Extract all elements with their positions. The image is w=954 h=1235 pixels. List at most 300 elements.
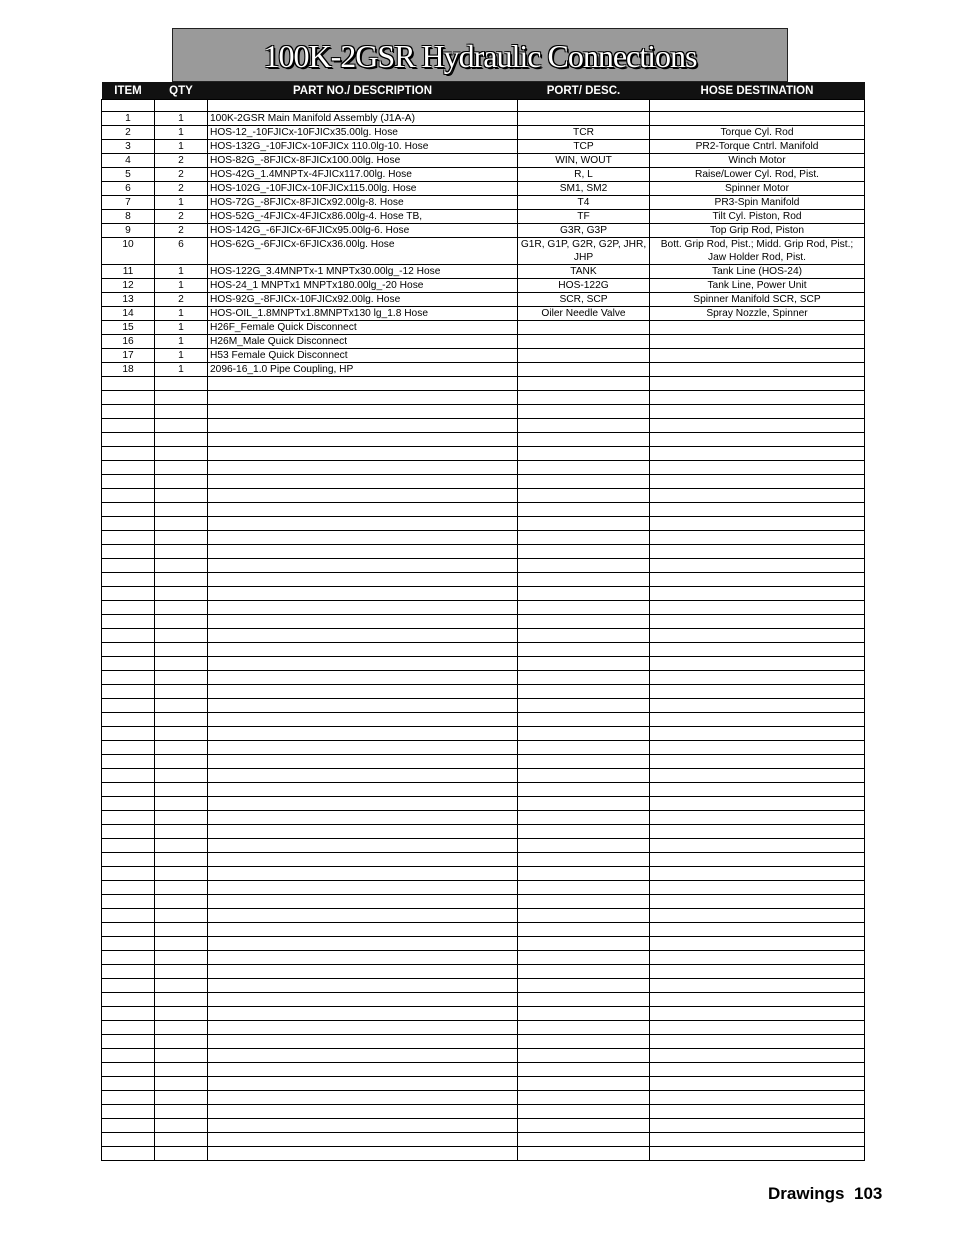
empty-table-row	[102, 503, 865, 517]
port-cell: TCR	[518, 126, 650, 140]
item-cell: 14	[102, 307, 155, 321]
empty-cell	[650, 545, 865, 559]
description-cell: HOS-42G_1.4MNPTx-4FJICx117.00lg. Hose	[208, 168, 518, 182]
empty-cell	[155, 685, 208, 699]
destination-cell: Winch Motor	[650, 154, 865, 168]
empty-cell	[102, 559, 155, 573]
empty-cell	[650, 503, 865, 517]
port-cell: Oiler Needle Valve	[518, 307, 650, 321]
description-cell: H26M_Male Quick Disconnect	[208, 335, 518, 349]
empty-table-row	[102, 391, 865, 405]
empty-cell	[650, 825, 865, 839]
empty-cell	[650, 979, 865, 993]
table-row	[102, 210, 865, 224]
destination-cell: Torque Cyl. Rod	[650, 126, 865, 140]
empty-cell	[650, 951, 865, 965]
empty-table-row	[102, 1049, 865, 1063]
empty-cell	[650, 531, 865, 545]
empty-cell	[518, 769, 650, 783]
empty-cell	[155, 657, 208, 671]
description-cell: HOS-72G_-8FJICx-8FJICx92.00lg-8. Hose	[208, 196, 518, 210]
empty-cell	[650, 727, 865, 741]
empty-table-row	[102, 1021, 865, 1035]
empty-cell	[155, 545, 208, 559]
empty-cell	[155, 727, 208, 741]
empty-cell	[518, 993, 650, 1007]
empty-table-row	[102, 1147, 865, 1161]
empty-cell	[155, 923, 208, 937]
page-title: 100K-2GSR Hydraulic Connections	[263, 38, 697, 74]
destination-cell	[650, 349, 865, 363]
empty-cell	[155, 769, 208, 783]
empty-table-row	[102, 741, 865, 755]
empty-cell	[102, 1063, 155, 1077]
item-cell: 5	[102, 168, 155, 182]
empty-cell	[650, 517, 865, 531]
empty-table-row	[102, 531, 865, 545]
destination-cell: PR3-Spin Manifold	[650, 196, 865, 210]
empty-cell	[208, 937, 518, 951]
empty-cell	[155, 503, 208, 517]
empty-cell	[208, 1077, 518, 1091]
empty-cell	[208, 811, 518, 825]
item-cell: 15	[102, 321, 155, 335]
page-footer	[768, 1184, 882, 1204]
empty-cell	[208, 1021, 518, 1035]
empty-cell	[518, 573, 650, 587]
empty-cell	[208, 1007, 518, 1021]
empty-cell	[650, 601, 865, 615]
empty-cell	[208, 657, 518, 671]
empty-cell	[208, 1035, 518, 1049]
empty-cell	[155, 979, 208, 993]
empty-cell	[155, 1105, 208, 1119]
table-row	[102, 307, 865, 321]
empty-table-row	[102, 951, 865, 965]
empty-cell	[155, 1049, 208, 1063]
empty-cell	[650, 629, 865, 643]
empty-cell	[518, 503, 650, 517]
empty-cell	[208, 755, 518, 769]
empty-table-row	[102, 853, 865, 867]
empty-cell	[155, 1091, 208, 1105]
empty-cell	[650, 1119, 865, 1133]
empty-cell	[518, 881, 650, 895]
description-cell: HOS-122G_3.4MNPTx-1 MNPTx30.00lg_-12 Hose	[208, 265, 518, 279]
item-cell: 8	[102, 210, 155, 224]
empty-cell	[155, 419, 208, 433]
empty-table-row	[102, 601, 865, 615]
empty-cell	[155, 965, 208, 979]
empty-cell	[650, 1063, 865, 1077]
empty-cell	[102, 755, 155, 769]
empty-cell	[518, 1105, 650, 1119]
item-cell: 1	[102, 112, 155, 126]
empty-cell	[650, 993, 865, 1007]
empty-cell	[650, 1105, 865, 1119]
table-row	[102, 349, 865, 363]
empty-table-row	[102, 769, 865, 783]
port-cell: T4	[518, 196, 650, 210]
empty-cell	[102, 741, 155, 755]
port-cell: TCP	[518, 140, 650, 154]
empty-cell	[208, 559, 518, 573]
empty-cell	[155, 881, 208, 895]
qty-cell: 1	[155, 265, 208, 279]
qty-cell: 1	[155, 307, 208, 321]
port-cell: SM1, SM2	[518, 182, 650, 196]
empty-table-row	[102, 1119, 865, 1133]
empty-cell	[208, 867, 518, 881]
empty-table-row	[102, 909, 865, 923]
description-cell: HOS-132G_-10FJICx-10FJICx 110.0lg-10. Hose	[208, 140, 518, 154]
empty-cell	[518, 1063, 650, 1077]
page-number: 103	[853, 1184, 883, 1203]
table-row	[102, 363, 865, 377]
qty-cell: 2	[155, 182, 208, 196]
empty-cell	[102, 811, 155, 825]
empty-cell	[518, 909, 650, 923]
empty-cell	[518, 1091, 650, 1105]
empty-cell	[518, 1133, 650, 1147]
empty-cell	[155, 895, 208, 909]
empty-cell	[102, 909, 155, 923]
empty-table-row	[102, 447, 865, 461]
empty-cell	[518, 531, 650, 545]
empty-cell	[518, 923, 650, 937]
port-cell: WIN, WOUT	[518, 154, 650, 168]
item-cell: 4	[102, 154, 155, 168]
empty-table-row	[102, 923, 865, 937]
description-cell: H53 Female Quick Disconnect	[208, 349, 518, 363]
destination-cell	[650, 363, 865, 377]
empty-cell	[102, 657, 155, 671]
empty-cell	[155, 755, 208, 769]
empty-cell	[518, 377, 650, 391]
empty-cell	[208, 923, 518, 937]
empty-cell	[208, 783, 518, 797]
empty-table-row	[102, 993, 865, 1007]
item-cell: 18	[102, 363, 155, 377]
destination-cell: Tank Line, Power Unit	[650, 279, 865, 293]
empty-cell	[102, 1147, 155, 1161]
empty-cell	[650, 923, 865, 937]
destination-cell: PR2-Torque Cntrl. Manifold	[650, 140, 865, 154]
hydraulic-connections-table	[101, 82, 865, 1161]
description-cell: HOS-142G_-6FJICx-6FJICx95.00lg-6. Hose	[208, 224, 518, 238]
empty-cell	[518, 545, 650, 559]
empty-cell	[155, 1119, 208, 1133]
empty-cell	[650, 1133, 865, 1147]
empty-table-row	[102, 419, 865, 433]
item-cell: 7	[102, 196, 155, 210]
empty-cell	[208, 1147, 518, 1161]
table-row	[102, 168, 865, 182]
empty-table-row	[102, 629, 865, 643]
empty-cell	[650, 447, 865, 461]
empty-cell	[650, 937, 865, 951]
description-cell: HOS-52G_-4FJICx-4FJICx86.00lg-4. Hose TB,	[208, 210, 518, 224]
empty-cell	[208, 1119, 518, 1133]
destination-cell: Bott. Grip Rod, Pist.; Midd. Grip Rod, Pist.; Jaw Holder Rod, Pist.	[650, 238, 865, 265]
qty-cell: 1	[155, 349, 208, 363]
empty-cell	[155, 671, 208, 685]
empty-cell	[650, 909, 865, 923]
empty-table-row	[102, 825, 865, 839]
header-qty: QTY	[155, 82, 208, 100]
empty-cell	[155, 1077, 208, 1091]
item-cell: 9	[102, 224, 155, 238]
empty-cell	[102, 629, 155, 643]
empty-cell	[155, 475, 208, 489]
empty-cell	[208, 951, 518, 965]
empty-cell	[102, 1105, 155, 1119]
empty-cell	[518, 447, 650, 461]
empty-cell	[102, 545, 155, 559]
empty-cell	[208, 545, 518, 559]
destination-cell: Spinner Motor	[650, 182, 865, 196]
empty-cell	[102, 475, 155, 489]
empty-cell	[208, 573, 518, 587]
empty-cell	[650, 475, 865, 489]
empty-cell	[208, 419, 518, 433]
empty-cell	[208, 825, 518, 839]
empty-cell	[102, 643, 155, 657]
empty-cell	[518, 405, 650, 419]
empty-cell	[155, 433, 208, 447]
empty-cell	[518, 615, 650, 629]
empty-cell	[650, 671, 865, 685]
port-cell	[518, 112, 650, 126]
empty-cell	[102, 783, 155, 797]
table-row	[102, 182, 865, 196]
qty-cell: 1	[155, 321, 208, 335]
table-body	[102, 100, 865, 1161]
description-cell: HOS-62G_-6FJICx-6FJICx36.00lg. Hose	[208, 238, 518, 265]
empty-table-row	[102, 895, 865, 909]
empty-cell	[208, 601, 518, 615]
empty-cell	[518, 391, 650, 405]
header-hose-destination: HOSE DESTINATION	[650, 82, 865, 100]
empty-cell	[102, 1119, 155, 1133]
empty-cell	[208, 685, 518, 699]
empty-cell	[208, 727, 518, 741]
empty-cell	[102, 713, 155, 727]
empty-cell	[518, 433, 650, 447]
empty-cell	[650, 965, 865, 979]
empty-table-row	[102, 1077, 865, 1091]
table-row	[102, 140, 865, 154]
qty-cell: 1	[155, 335, 208, 349]
empty-cell	[155, 1133, 208, 1147]
empty-cell	[102, 1133, 155, 1147]
empty-cell	[650, 1049, 865, 1063]
empty-cell	[518, 839, 650, 853]
port-cell: G3R, G3P	[518, 224, 650, 238]
empty-cell	[518, 475, 650, 489]
empty-cell	[155, 811, 208, 825]
empty-cell	[518, 1007, 650, 1021]
description-cell: HOS-24_1 MNPTx1 MNPTx180.00lg_-20 Hose	[208, 279, 518, 293]
port-cell: G1R, G1P, G2R, G2P, JHR, JHP	[518, 238, 650, 265]
empty-cell	[518, 783, 650, 797]
empty-cell	[208, 615, 518, 629]
empty-cell	[155, 783, 208, 797]
description-cell: 2096-16_1.0 Pipe Coupling, HP	[208, 363, 518, 377]
empty-cell	[650, 377, 865, 391]
table-row	[102, 112, 865, 126]
header-port: PORT/ DESC.	[518, 82, 650, 100]
table-row	[102, 238, 865, 265]
empty-table-row	[102, 881, 865, 895]
empty-cell	[102, 1035, 155, 1049]
empty-cell	[208, 447, 518, 461]
empty-cell	[518, 657, 650, 671]
header-item: ITEM	[102, 82, 155, 100]
empty-table-row	[102, 1105, 865, 1119]
empty-cell	[102, 587, 155, 601]
empty-cell	[155, 461, 208, 475]
destination-cell	[650, 335, 865, 349]
empty-table-row	[102, 867, 865, 881]
empty-table-row	[102, 783, 865, 797]
empty-cell	[650, 1091, 865, 1105]
empty-cell	[102, 825, 155, 839]
empty-cell	[518, 853, 650, 867]
empty-cell	[650, 1007, 865, 1021]
empty-cell	[102, 517, 155, 531]
empty-cell	[102, 923, 155, 937]
empty-cell	[102, 1091, 155, 1105]
qty-cell: 2	[155, 168, 208, 182]
empty-cell	[155, 601, 208, 615]
qty-cell: 2	[155, 293, 208, 307]
empty-cell	[208, 797, 518, 811]
empty-cell	[155, 951, 208, 965]
empty-cell	[102, 419, 155, 433]
empty-cell	[102, 993, 155, 1007]
empty-cell	[155, 909, 208, 923]
empty-cell	[208, 965, 518, 979]
empty-cell	[518, 937, 650, 951]
empty-cell	[518, 1077, 650, 1091]
port-cell: SCR, SCP	[518, 293, 650, 307]
port-cell: TF	[518, 210, 650, 224]
empty-cell	[155, 377, 208, 391]
empty-cell	[208, 699, 518, 713]
port-cell: R, L	[518, 168, 650, 182]
empty-cell	[155, 573, 208, 587]
qty-cell: 1	[155, 363, 208, 377]
empty-cell	[650, 755, 865, 769]
empty-cell	[650, 797, 865, 811]
description-cell: HOS-OIL_1.8MNPTx1.8MNPTx130 lg_1.8 Hose	[208, 307, 518, 321]
empty-cell	[650, 657, 865, 671]
empty-cell	[155, 1035, 208, 1049]
empty-cell	[208, 853, 518, 867]
empty-cell	[208, 671, 518, 685]
destination-cell: Tank Line (HOS-24)	[650, 265, 865, 279]
empty-cell	[102, 405, 155, 419]
port-cell: HOS-122G	[518, 279, 650, 293]
empty-cell	[518, 797, 650, 811]
empty-cell	[102, 979, 155, 993]
item-cell: 12	[102, 279, 155, 293]
item-cell: 16	[102, 335, 155, 349]
qty-cell: 1	[155, 126, 208, 140]
empty-cell	[650, 405, 865, 419]
empty-cell	[518, 685, 650, 699]
empty-cell	[102, 839, 155, 853]
empty-cell	[208, 839, 518, 853]
empty-cell	[208, 587, 518, 601]
port-cell	[518, 321, 650, 335]
description-cell: HOS-92G_-8FJICx-10FJICx92.00lg. Hose	[208, 293, 518, 307]
empty-cell	[650, 1147, 865, 1161]
empty-cell	[650, 713, 865, 727]
table-row	[102, 293, 865, 307]
qty-cell: 6	[155, 238, 208, 265]
empty-table-row	[102, 1133, 865, 1147]
empty-cell	[155, 489, 208, 503]
empty-cell	[208, 391, 518, 405]
empty-table-row	[102, 545, 865, 559]
empty-table-row	[102, 671, 865, 685]
empty-cell	[518, 1147, 650, 1161]
destination-cell: Spray Nozzle, Spinner	[650, 307, 865, 321]
empty-cell	[102, 881, 155, 895]
empty-cell	[650, 895, 865, 909]
empty-cell	[155, 1021, 208, 1035]
empty-cell	[102, 1021, 155, 1035]
empty-cell	[155, 587, 208, 601]
empty-cell	[650, 811, 865, 825]
empty-cell	[650, 769, 865, 783]
empty-table-row	[102, 377, 865, 391]
empty-cell	[650, 853, 865, 867]
empty-cell	[208, 433, 518, 447]
item-cell: 2	[102, 126, 155, 140]
empty-cell	[155, 713, 208, 727]
empty-cell	[518, 755, 650, 769]
empty-cell	[102, 937, 155, 951]
empty-cell	[155, 993, 208, 1007]
port-cell	[518, 363, 650, 377]
empty-cell	[518, 895, 650, 909]
empty-cell	[208, 531, 518, 545]
empty-cell	[650, 1077, 865, 1091]
empty-cell	[155, 615, 208, 629]
empty-table-row	[102, 573, 865, 587]
empty-cell	[518, 671, 650, 685]
table-row	[102, 279, 865, 293]
item-cell: 6	[102, 182, 155, 196]
empty-cell	[102, 699, 155, 713]
empty-cell	[155, 1063, 208, 1077]
empty-table-row	[102, 979, 865, 993]
empty-cell	[208, 503, 518, 517]
description-cell: HOS-102G_-10FJICx-10FJICx115.00lg. Hose	[208, 182, 518, 196]
item-cell: 13	[102, 293, 155, 307]
empty-table-row	[102, 615, 865, 629]
empty-cell	[518, 825, 650, 839]
destination-cell: Raise/Lower Cyl. Rod, Pist.	[650, 168, 865, 182]
empty-cell	[208, 629, 518, 643]
destination-cell: Top Grip Rod, Piston	[650, 224, 865, 238]
empty-cell	[650, 839, 865, 853]
empty-table-row	[102, 587, 865, 601]
empty-cell	[650, 881, 865, 895]
